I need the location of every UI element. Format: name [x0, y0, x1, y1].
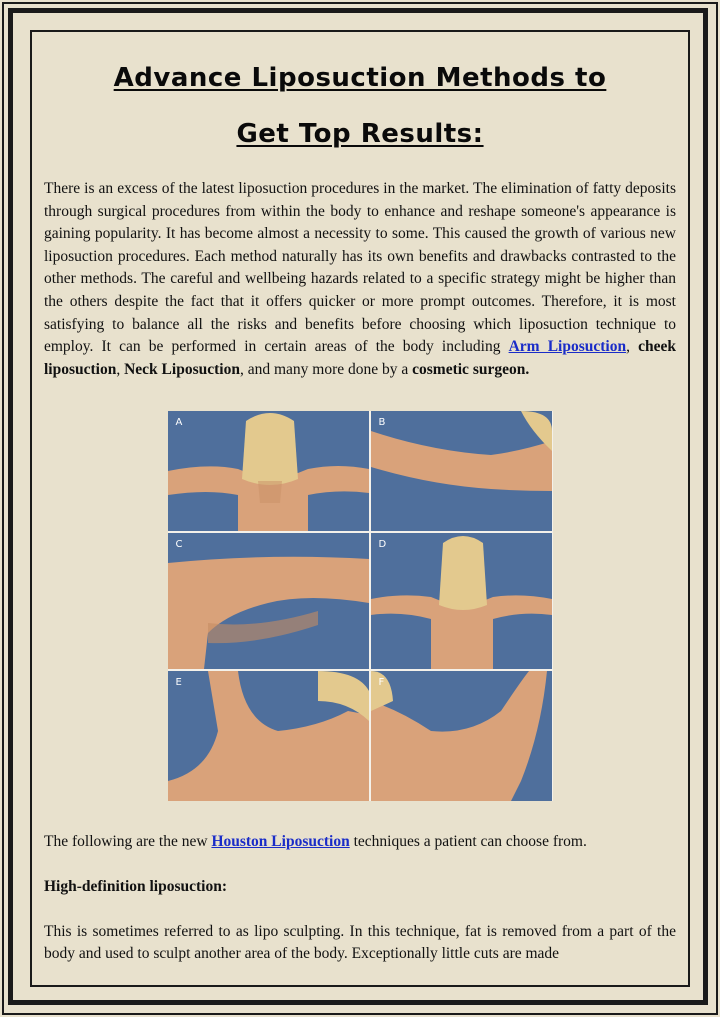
photo-label-a: A — [175, 417, 183, 429]
photo-label-d: D — [378, 539, 387, 551]
intro-sep-2: , — [116, 360, 125, 378]
photo-d-image — [371, 533, 552, 669]
section-paragraph: This is sometimes referred to as lipo sculpting. In this technique, fat is removed from a part of the body and used to sculpt another area of the body. Exceptionally little cuts are made — [44, 922, 676, 963]
intro-sep-1: , — [626, 338, 639, 356]
intro-text: There is an excess of the latest liposuction procedures in the market. The elimination of fatty deposits through surgical procedures from within the body to enhance and reshape someone's appearance is gaining popularity. It has become almost a necessity to some. This caused the growth of various new liposuction procedures. Each method naturally has its own benefits and drawbacks contrasted to the other methods. The careful and wellbeing hazards related to a specific strategy might be higher than the others despite the fact that it offers quicker or more prompt outcomes. Therefore, it is most satisfying to balance all the risks and benefits before choosing which liposuction technique to employ. It can be performed in certain areas of the body including — [44, 180, 676, 356]
arm-liposuction-photo-grid — [168, 411, 553, 801]
page-content — [44, 44, 676, 966]
photo-a-image — [168, 411, 369, 531]
section-heading: High-definition liposuction: — [44, 877, 228, 895]
photo-panel-e — [168, 671, 369, 801]
neck-liposuction-text: Neck Liposuction — [124, 360, 240, 378]
photo-panel-d — [371, 533, 552, 669]
intro-paragraph — [44, 178, 676, 381]
following-before: The following are the new — [44, 833, 212, 851]
arm-liposuction-link[interactable]: Arm Liposuction — [508, 338, 627, 356]
following-after: techniques a patient can choose from. — [349, 833, 587, 851]
photo-f-image — [371, 671, 552, 801]
photo-label-b: B — [378, 417, 386, 429]
title-line-2: Get Top Results: — [236, 119, 484, 149]
page-title — [44, 50, 676, 162]
houston-liposuction-link[interactable]: Houston Liposuction — [211, 833, 350, 851]
title-line-1: Advance Liposuction Methods to — [113, 63, 607, 93]
following-paragraph — [44, 831, 676, 854]
photo-c-image — [168, 533, 369, 669]
intro-mid: , and many more done by a — [239, 360, 413, 378]
photo-e-image — [168, 671, 369, 801]
photo-b-image — [371, 411, 552, 531]
photo-panel-a — [168, 411, 369, 531]
photo-label-f: F — [378, 677, 385, 689]
photo-label-c: C — [175, 539, 183, 551]
photo-label-e: E — [175, 677, 182, 689]
cosmetic-surgeon-text: cosmetic surgeon. — [412, 360, 530, 378]
photo-panel-b — [371, 411, 552, 531]
photo-panel-c — [168, 533, 369, 669]
photo-panel-f — [371, 671, 552, 801]
cheek-liposuction-text: cheek liposuction — [44, 338, 677, 378]
